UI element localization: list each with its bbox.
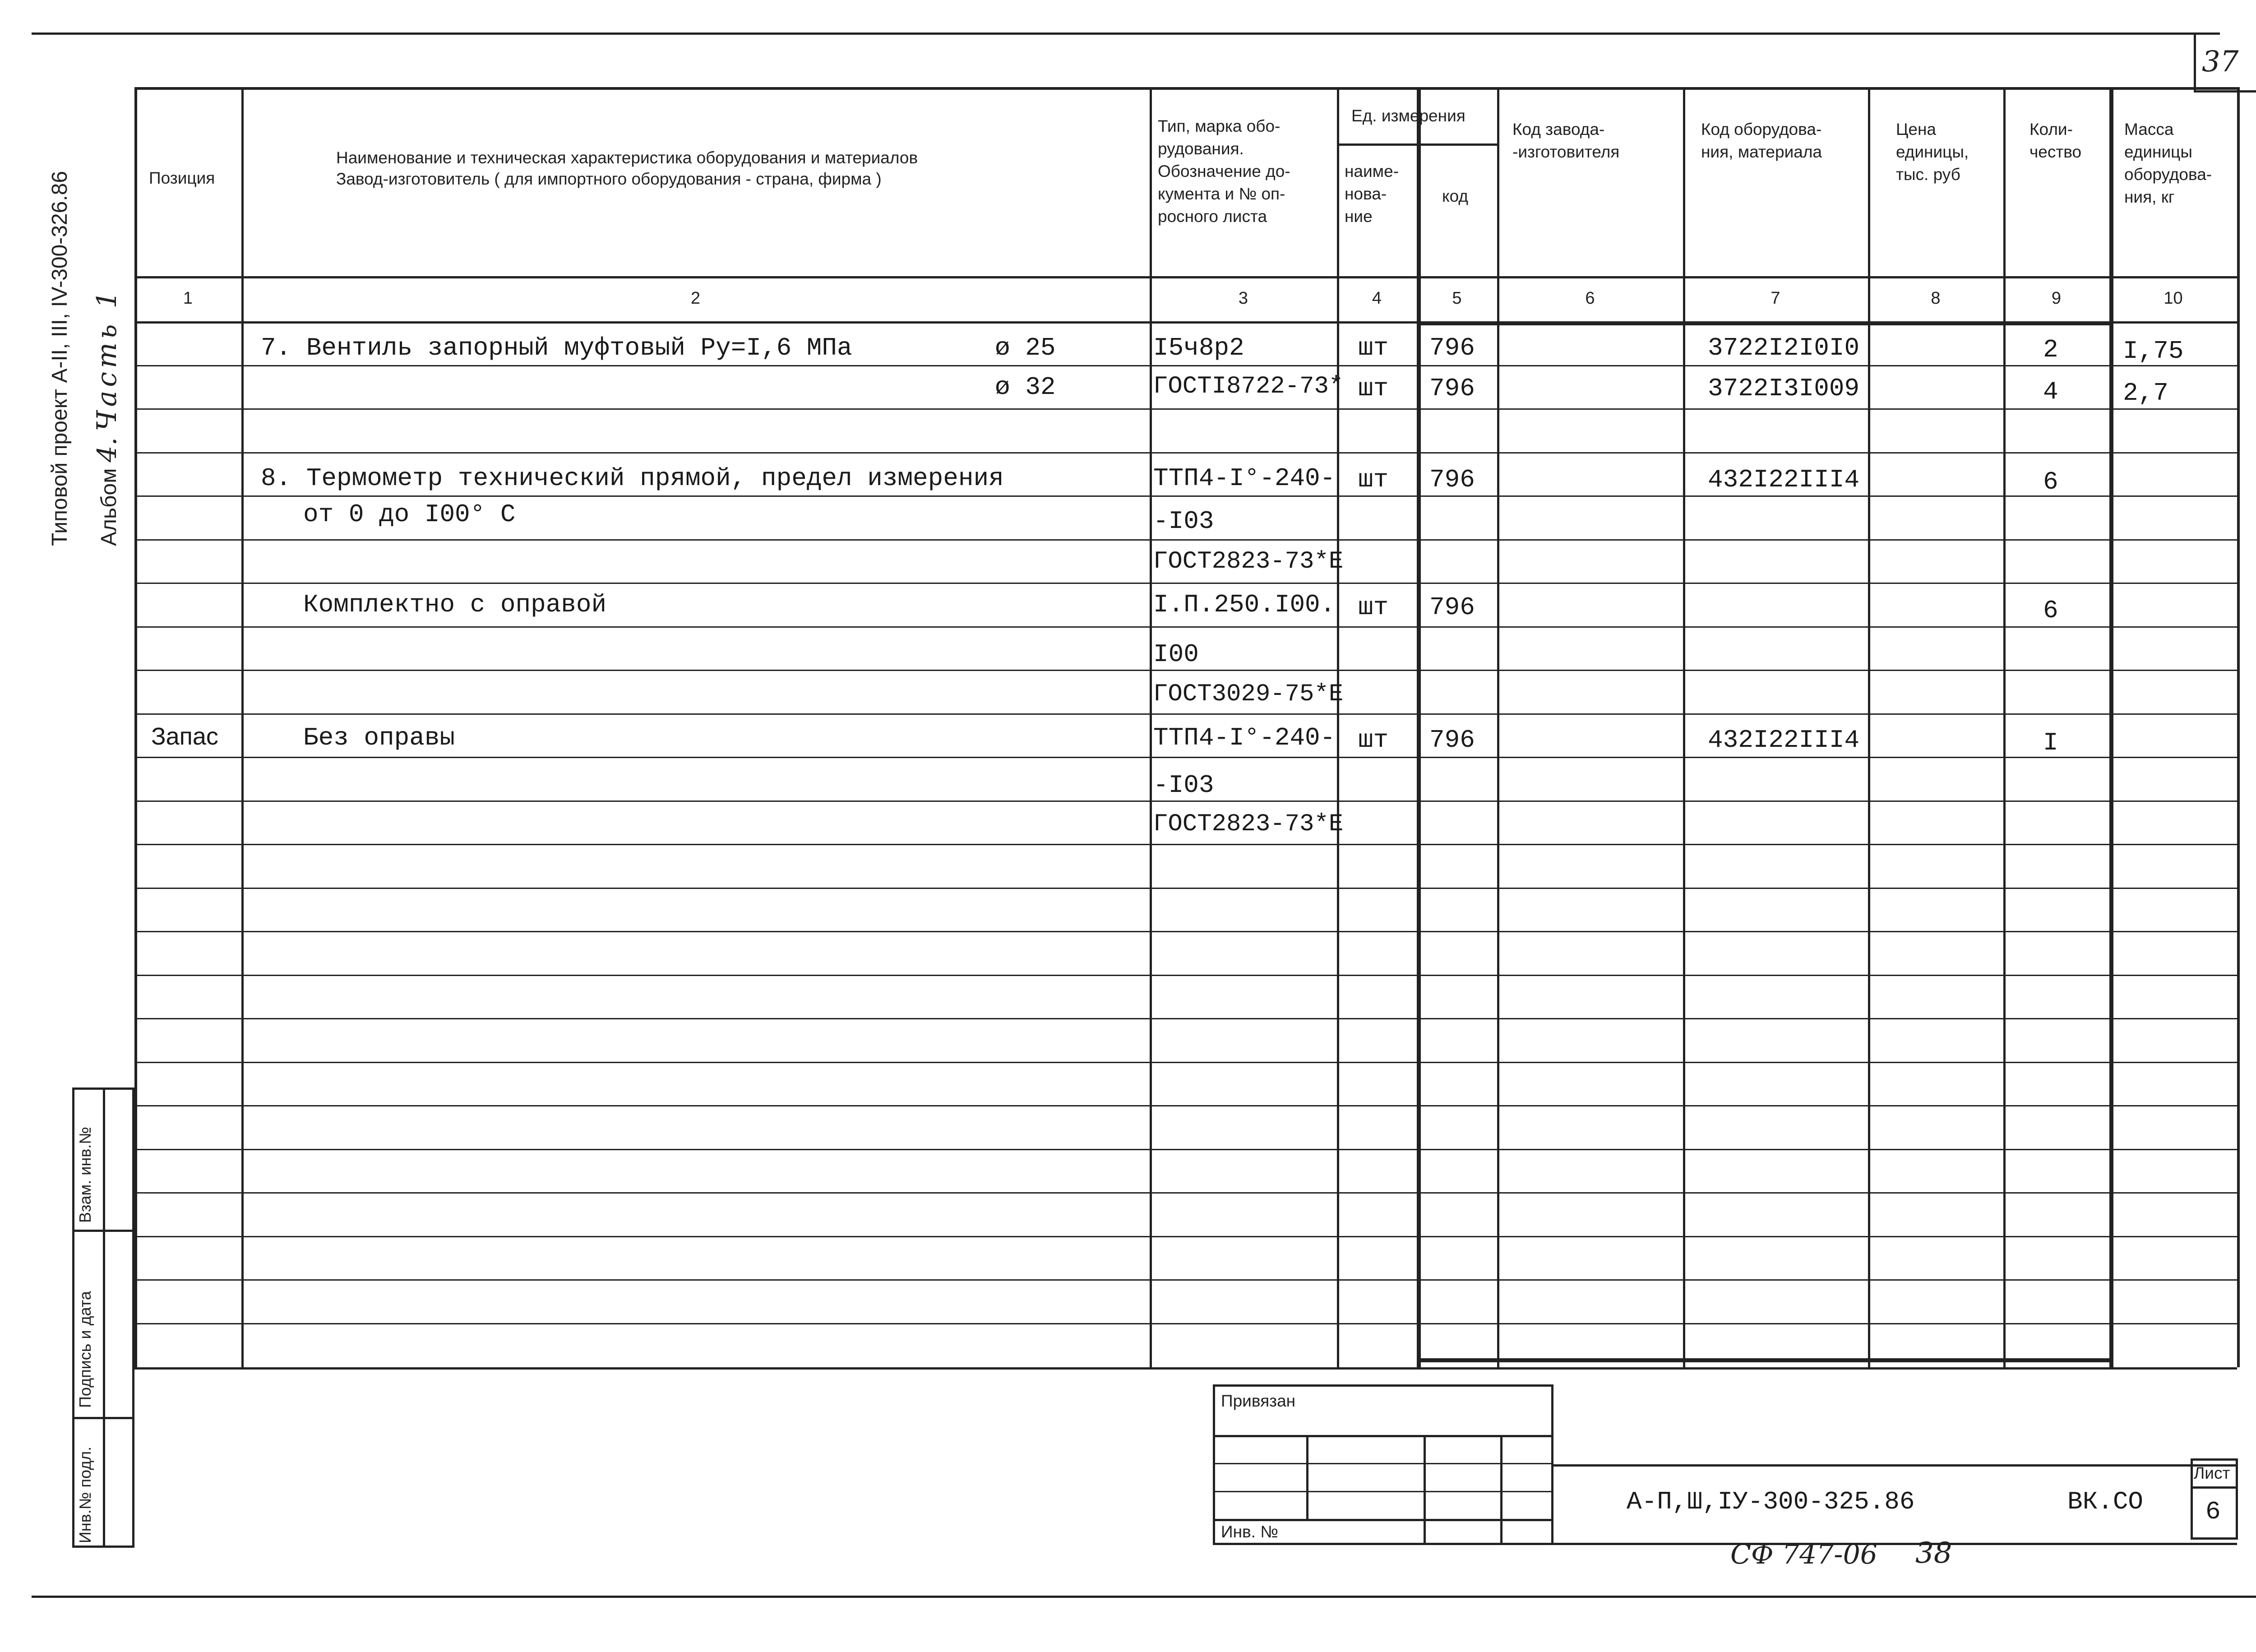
row-line (134, 1149, 2237, 1150)
stamp-divider (103, 1087, 105, 1548)
col-number-10: 10 (2164, 289, 2183, 308)
row-9-qty: I (2043, 728, 2058, 757)
row-1-equip: 3722I3I009 (1708, 374, 1860, 403)
row-3-name: 8. Термометр технический прямой, предел измерения (261, 464, 1004, 493)
row-4-name: от 0 до I00° С (303, 500, 516, 529)
col-number-8: 8 (1931, 289, 1941, 308)
header-type-l5: росного листа (1158, 207, 1267, 226)
header-price (1896, 118, 1969, 186)
row-line (134, 670, 2237, 671)
row-line (134, 1236, 2237, 1237)
row-5-type: ГОСТ2823-73*Е (1153, 548, 1344, 575)
col-line-2 (1150, 87, 1152, 1367)
header-factory-code-l2: -изготовителя (1512, 142, 1620, 161)
row-line (134, 931, 2237, 932)
row-1-unit: шт (1358, 374, 1389, 403)
row-1-dia: ø 32 (995, 373, 1056, 402)
col-line-3 (1337, 87, 1339, 1367)
header-type (1158, 115, 1290, 228)
col-line-9 (2109, 87, 2113, 1367)
row-line (134, 539, 2237, 541)
stamp-sep-1 (72, 1230, 134, 1232)
row-3-equip: 432I22III4 (1708, 465, 1860, 494)
header-equip-code-l2: ния, материала (1701, 142, 1822, 161)
frame-top-line (32, 32, 2220, 35)
row-9-pos: Запас (151, 723, 218, 750)
row-line (134, 626, 2237, 628)
row-0-name: 7. Вентиль запорный муфтовый Ру=I,6 МПа (261, 333, 852, 362)
header-name-line2: Завод-изготовитель ( для импортного оборудования - страна, фирма ) (336, 170, 882, 188)
privyazan-label: Привязан (1221, 1392, 1296, 1410)
row-0-unit: шт (1358, 333, 1389, 362)
table-bottom-line (134, 1367, 2237, 1370)
row-line (134, 1062, 2237, 1063)
header-mass (2124, 118, 2212, 208)
row-line (134, 1105, 2237, 1106)
body-thick-bottom (1417, 1358, 2113, 1362)
row-11-type: ГОСТ2823-73*Е (1153, 810, 1344, 838)
row-line (134, 1323, 2237, 1324)
row-line (134, 1279, 2237, 1281)
col-number-5: 5 (1452, 289, 1462, 308)
stamp-label-podpis: Подпись и дата (76, 1291, 94, 1408)
header-price-l2: единицы, (1896, 142, 1969, 161)
header-mass-l4: ния, кг (2124, 187, 2175, 206)
row-1-code: 796 (1429, 374, 1475, 403)
col-number-6: 6 (1585, 289, 1595, 308)
col-number-7: 7 (1771, 289, 1780, 308)
row-line (134, 713, 2237, 715)
row-9-name: Без оправы (303, 723, 455, 752)
row-0-mass: I,75 (2123, 337, 2184, 366)
row-line (134, 888, 2237, 889)
privyazan-col-2 (1424, 1435, 1426, 1545)
sheet-label: Лист (2194, 1464, 2230, 1482)
header-type-l2: рудования. (1158, 139, 1244, 158)
col-number-1: 1 (183, 289, 193, 308)
inv-no-label: Инв. № (1221, 1522, 1278, 1541)
header-mass-l2: единицы (2124, 142, 2192, 161)
col-number-9: 9 (2051, 289, 2062, 308)
col-line-5 (1497, 87, 1499, 1367)
body-thick-top (1417, 321, 2113, 325)
side-album-number: 4. (92, 437, 122, 463)
col-number-4: 4 (1372, 289, 1382, 308)
header-factory-code-l1: Код завода- (1512, 120, 1605, 139)
row-6-unit: шт (1358, 593, 1389, 622)
table-right-edge (2237, 87, 2240, 1367)
row-line (134, 365, 2237, 366)
header-unit-name-l1: наиме- (1345, 162, 1399, 180)
row-3-code: 796 (1429, 465, 1475, 494)
side-album-label (91, 287, 123, 546)
row-0-dia: ø 25 (995, 333, 1056, 362)
header-qty-l2: чество (2029, 142, 2082, 161)
header-type-l4: кумента и № оп- (1158, 184, 1285, 203)
row-9-unit: шт (1358, 726, 1389, 754)
row-line (134, 1192, 2237, 1194)
row-1-type: ГОСТI8722-73* (1153, 373, 1344, 400)
header-equip-code-l1: Код оборудова- (1701, 120, 1822, 139)
row-3-unit: шт (1358, 465, 1389, 494)
row-10-type: -I03 (1153, 771, 1214, 800)
header-type-l1: Тип, марка обо- (1158, 117, 1281, 135)
row-6-name: Комплектно с оправой (303, 590, 607, 619)
side-project-title: Типовой проект А-II, III, IV-300-326.86 (48, 171, 72, 546)
doc-code: А-П,Ш,IУ-300-325.86 (1627, 1487, 1915, 1516)
stamp-label-inv: Инв.№ подл. (76, 1446, 94, 1543)
col-line-8 (2003, 87, 2006, 1367)
row-1-mass: 2,7 (2123, 379, 2168, 407)
header-unit-name (1345, 160, 1399, 228)
page-number-top: 37 (2202, 45, 2239, 79)
row-0-qty: 2 (2043, 335, 2058, 364)
header-price-l3: тыс. руб (1896, 165, 1960, 184)
header-mass-l3: оборудова- (2124, 165, 2212, 184)
row-line (134, 975, 2237, 976)
header-name-line1: Наименование и техническая характеристика оборудования и материалов (336, 148, 918, 167)
header-unit-name-l2: нова- (1345, 184, 1387, 203)
footer-number: 38 (1915, 1536, 1952, 1570)
frame-bottom-line (32, 1596, 2256, 1598)
col-line-1 (241, 87, 244, 1367)
row-line (134, 1018, 2237, 1019)
col-line-6 (1683, 87, 1685, 1367)
row-line (134, 583, 2237, 584)
stamp-sep-2 (72, 1417, 134, 1419)
row-line (134, 801, 2237, 802)
header-unit-group: Ед. измерения (1351, 106, 1465, 125)
header-bottom-line (134, 276, 2237, 278)
row-1-qty: 4 (2043, 377, 2058, 406)
side-part: Часть 1 (91, 287, 123, 431)
header-price-l1: Цена (1896, 120, 1936, 139)
header-type-l3: Обозначение до- (1158, 162, 1290, 180)
row-line (134, 408, 2237, 410)
row-9-equip: 432I22III4 (1708, 726, 1860, 754)
col-line-4 (1417, 87, 1421, 1367)
header-factory-code (1512, 118, 1619, 163)
row-6-code: 796 (1429, 593, 1475, 622)
row-line (134, 757, 2237, 758)
row-line (134, 844, 2237, 845)
row-line (134, 495, 2237, 497)
header-equip-code (1701, 118, 1822, 163)
header-unit-code: код (1442, 187, 1468, 205)
row-9-code: 796 (1429, 726, 1475, 754)
doc-mark: ВК.СО (2067, 1487, 2144, 1516)
stamp-label-vzam: Взам. инв.№ (76, 1126, 94, 1223)
row-6-type: I.П.250.I00. (1153, 590, 1336, 619)
row-6-qty: 6 (2043, 596, 2058, 625)
sheet-box-divider (2191, 1486, 2238, 1489)
row-3-qty: 6 (2043, 467, 2058, 496)
col-line-7 (1868, 87, 1870, 1367)
sheet-number: 6 (2205, 1497, 2221, 1526)
row-7-type: I00 (1153, 640, 1199, 669)
footer-code: СФ 747-06 (1730, 1539, 1877, 1570)
col-number-2: 2 (690, 289, 701, 308)
row-0-type: I5ч8р2 (1153, 333, 1244, 362)
header-unit-name-l3: ние (1345, 207, 1373, 226)
header-qty-l1: Коли- (2029, 120, 2073, 139)
header-qty (2029, 118, 2081, 163)
row-0-equip: 3722I2I0I0 (1708, 333, 1860, 362)
row-0-code: 796 (1429, 333, 1475, 362)
row-8-type: ГОСТ3029-75*Е (1153, 680, 1344, 708)
row-4-type: -I03 (1153, 507, 1214, 536)
row-3-type: ТТП4-I°-240- (1153, 464, 1336, 493)
row-9-type: ТТП4-I°-240- (1153, 723, 1336, 752)
header-position: Позиция (149, 169, 215, 187)
col-number-3: 3 (1238, 289, 1248, 308)
privyazan-col-1 (1306, 1435, 1308, 1519)
unit-group-line (1337, 143, 1497, 146)
header-mass-l1: Масса (2124, 120, 2174, 139)
privyazan-col-3 (1500, 1435, 1502, 1545)
row-line (134, 452, 2237, 453)
side-album: Альбом (97, 468, 121, 546)
